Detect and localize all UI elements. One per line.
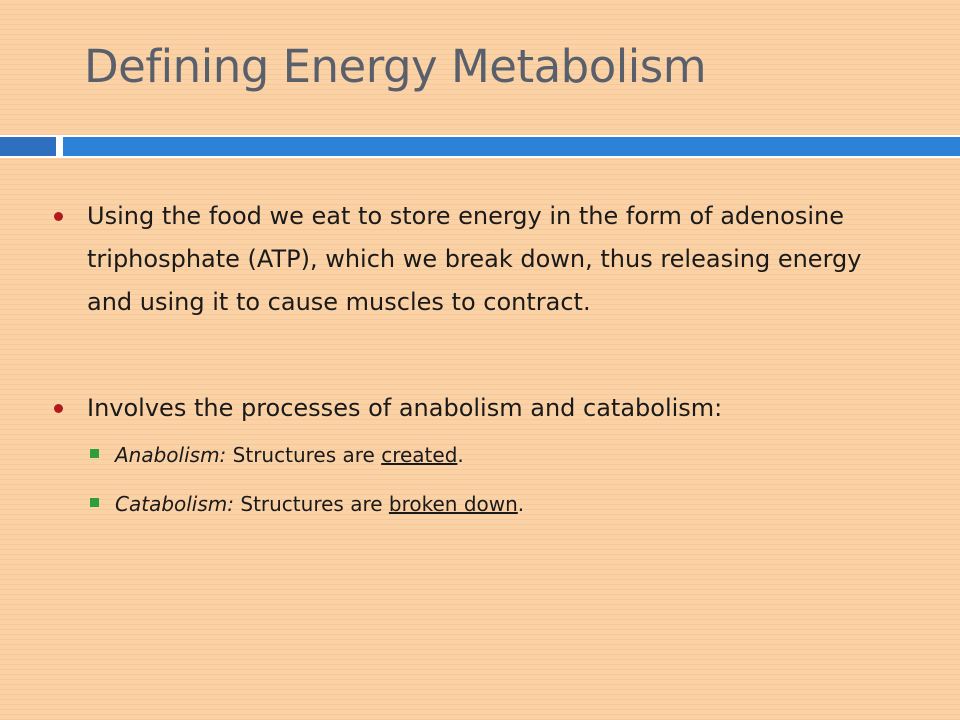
title-rule-left-segment (0, 135, 56, 158)
sub-bullet-anabolism (90, 443, 890, 467)
sub-bullet-end: . (457, 443, 464, 467)
title-rule-right-segment (63, 135, 960, 158)
sub-bullet-body: Structures are (232, 443, 375, 467)
sub-bullet-end: . (517, 492, 525, 516)
red-dot-bullet-icon (54, 212, 63, 221)
sub-bullet-body: Structures are (240, 492, 383, 516)
slide-title: Defining Energy Metabolism (84, 40, 707, 93)
bullet-text-2: Involves the processes of anabolism and catabolism: (87, 394, 723, 422)
sub-bullet-term: Catabolism: (115, 492, 235, 516)
bullet-item-2 (50, 387, 900, 430)
bullet-text-1: Using the food we eat to store energy in the form of adenosine triphosphate (ATP), which we break down, thus releasing energy and using it to cause muscles to contract. (87, 202, 862, 316)
green-square-bullet-icon (90, 449, 99, 458)
title-rule-gap (56, 135, 63, 158)
bullet-item-1 (50, 195, 900, 324)
sub-bullet-catabolism (90, 492, 890, 516)
sub-bullet-emphasis: created (381, 443, 458, 467)
red-dot-bullet-icon (54, 404, 63, 413)
green-square-bullet-icon (90, 498, 99, 507)
sub-bullet-emphasis: broken down (388, 492, 518, 516)
sub-bullet-term: Anabolism: (115, 443, 227, 467)
